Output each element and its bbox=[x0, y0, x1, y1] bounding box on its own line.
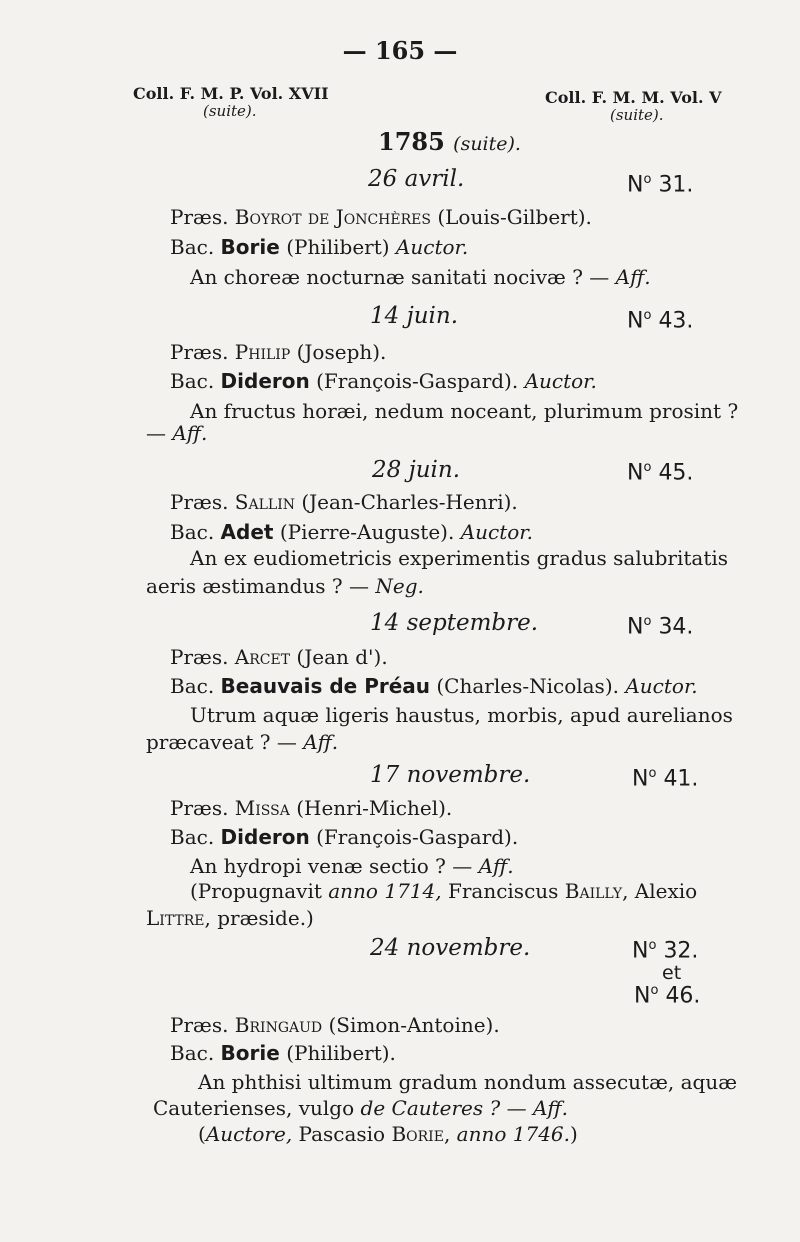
bachelor-line bbox=[170, 369, 597, 393]
bachelor-name: Dideron bbox=[220, 369, 310, 393]
text-fragment: (Charles-Nicolas). bbox=[436, 674, 619, 698]
text-fragment: (Pierre-Auguste). bbox=[279, 520, 455, 544]
text-fragment: (Jean d'). bbox=[296, 645, 388, 669]
text-fragment: Neg. bbox=[375, 574, 424, 598]
text-fragment: Præs. bbox=[170, 1013, 229, 1037]
bachelor-name: Dideron bbox=[220, 825, 310, 849]
text-fragment: Auctore, bbox=[205, 1122, 293, 1146]
note-name: Littre bbox=[146, 906, 205, 930]
text-fragment: Cauterienses, vulgo bbox=[153, 1096, 361, 1120]
praeses-line bbox=[170, 1013, 500, 1037]
question-line bbox=[146, 730, 338, 754]
entry-number bbox=[632, 938, 698, 963]
text-fragment: Auctor. bbox=[524, 369, 597, 393]
text-fragment: o bbox=[650, 983, 659, 998]
praeses-name: Boyrot de Jonchères bbox=[234, 205, 431, 229]
text-fragment: An hydropi venæ sectio ? — bbox=[190, 854, 479, 878]
left-collection-suite: (suite). bbox=[203, 102, 257, 120]
text-fragment: de Cauteres ? bbox=[360, 1096, 501, 1120]
left-collection: Coll. F. M. P. Vol. XVII bbox=[133, 84, 329, 103]
text-fragment: anno bbox=[328, 879, 378, 903]
praeses-line bbox=[170, 490, 518, 514]
text-fragment: , præside.) bbox=[204, 906, 314, 930]
praeses-line bbox=[170, 340, 386, 364]
entry-number bbox=[627, 460, 693, 485]
praeses-name: Missa bbox=[234, 796, 290, 820]
entry-et: et bbox=[662, 962, 682, 984]
praeses-line bbox=[170, 645, 388, 669]
text-fragment: 45. bbox=[658, 460, 694, 486]
entry-number bbox=[634, 983, 700, 1008]
text-fragment: Aff. bbox=[478, 854, 514, 878]
text-fragment: — bbox=[500, 1096, 533, 1120]
bachelor-line bbox=[170, 235, 468, 259]
text-fragment: 32. bbox=[663, 938, 699, 964]
entry-number bbox=[627, 172, 693, 197]
bachelor-name: Adet bbox=[220, 520, 274, 544]
text-fragment: Bac. bbox=[170, 235, 215, 259]
text-fragment: 1714, bbox=[384, 879, 442, 903]
text-fragment: (Joseph). bbox=[296, 340, 387, 364]
text-fragment: (François-Gaspard). bbox=[316, 825, 519, 849]
text-fragment: 1746. bbox=[512, 1122, 571, 1146]
entry-number bbox=[632, 766, 698, 791]
text-fragment: o bbox=[643, 308, 652, 323]
text-fragment: Præs. bbox=[170, 340, 229, 364]
text-fragment: — bbox=[146, 421, 173, 445]
praeses-name: Arcet bbox=[234, 645, 291, 669]
entry-date: 28 juin. bbox=[372, 457, 461, 483]
entry-date: 26 avril. bbox=[368, 166, 465, 192]
entry-date: 14 juin. bbox=[370, 303, 459, 329]
question-line bbox=[190, 854, 514, 878]
text-fragment: Præs. bbox=[170, 796, 229, 820]
text-fragment: 34. bbox=[658, 614, 694, 640]
text-fragment: (Propugnavit bbox=[190, 879, 329, 903]
text-fragment: 41. bbox=[663, 766, 699, 792]
text-fragment: Præs. bbox=[170, 205, 229, 229]
text-fragment: N bbox=[634, 983, 651, 1009]
text-fragment: (Simon-Antoine). bbox=[328, 1013, 500, 1037]
bachelor-line bbox=[170, 674, 698, 698]
entry-number bbox=[627, 308, 693, 333]
text-fragment: N bbox=[632, 766, 649, 792]
text-fragment: N bbox=[627, 460, 644, 486]
text-fragment: Bac. bbox=[170, 825, 215, 849]
text-fragment: Aff. bbox=[172, 421, 208, 445]
entry-number bbox=[627, 614, 693, 639]
text-fragment: Bac. bbox=[170, 520, 215, 544]
text-fragment: Auctor. bbox=[395, 235, 469, 259]
text-fragment: N bbox=[632, 938, 649, 964]
right-collection-suite: (suite). bbox=[610, 106, 664, 124]
year-heading bbox=[378, 127, 521, 156]
text-fragment: præcaveat ? — bbox=[146, 730, 304, 754]
text-fragment: An choreæ nocturnæ sanitati nocivæ ? — bbox=[190, 265, 616, 289]
bachelor-name: Borie bbox=[220, 235, 280, 259]
text-fragment: , Alexio bbox=[622, 879, 698, 903]
text-fragment: Aff. bbox=[303, 730, 339, 754]
text-fragment: o bbox=[648, 766, 657, 781]
text-fragment: o bbox=[643, 614, 652, 629]
entry-date: 24 novembre. bbox=[370, 935, 531, 961]
text-fragment: Auctor. bbox=[625, 674, 698, 698]
text-fragment: aeris æstimandus ? — bbox=[146, 574, 376, 598]
question-line bbox=[146, 574, 424, 598]
text-fragment: o bbox=[648, 938, 657, 953]
text-fragment: (Jean-Charles-Henri). bbox=[301, 490, 518, 514]
text-fragment: (Philibert) bbox=[286, 235, 390, 259]
text-fragment: Auctor. bbox=[460, 520, 534, 544]
year: 1785 bbox=[378, 127, 445, 156]
right-collection: Coll. F. M. M. Vol. V bbox=[545, 88, 722, 107]
note-line bbox=[190, 879, 697, 903]
text-fragment: Bac. bbox=[170, 369, 215, 393]
praeses-line bbox=[170, 205, 592, 229]
text-fragment: Pascasio bbox=[292, 1122, 392, 1146]
entry-date: 14 septembre. bbox=[370, 610, 539, 636]
bachelor-name: Borie bbox=[220, 1041, 280, 1065]
text-fragment: (François-Gaspard). bbox=[316, 369, 519, 393]
page-number: — 165 — bbox=[342, 36, 458, 65]
text-fragment: N bbox=[627, 614, 644, 640]
question-line: An fructus horæi, nedum noceant, plurimum prosint ? bbox=[190, 399, 739, 423]
note-name: Bailly bbox=[564, 879, 623, 903]
praeses-line bbox=[170, 796, 452, 820]
text-fragment: N bbox=[627, 308, 644, 334]
text-fragment: ) bbox=[570, 1122, 578, 1146]
text-fragment: 43. bbox=[658, 308, 694, 334]
bachelor-line bbox=[170, 520, 533, 544]
text-fragment: Bac. bbox=[170, 1041, 215, 1065]
text-fragment: 46. bbox=[665, 983, 701, 1009]
praeses-name: Sallin bbox=[234, 490, 295, 514]
note-line bbox=[146, 906, 314, 930]
question-line: An phthisi ultimum gradum nondum assecutæ, aquæ bbox=[198, 1070, 738, 1094]
text-fragment: Bac. bbox=[170, 674, 215, 698]
text-fragment: , bbox=[443, 1122, 457, 1146]
praeses-name: Philip bbox=[234, 340, 291, 364]
text-fragment: (Louis-Gilbert). bbox=[437, 205, 592, 229]
praeses-name: Bringaud bbox=[234, 1013, 323, 1037]
question-line: An ex eudiometricis experimentis gradus salubritatis bbox=[190, 546, 729, 570]
bachelor-line bbox=[170, 825, 518, 849]
text-fragment: Præs. bbox=[170, 490, 229, 514]
text-fragment: anno bbox=[456, 1122, 507, 1146]
bachelor-name: Beauvais de Préau bbox=[220, 674, 431, 698]
text-fragment: (Philibert). bbox=[286, 1041, 396, 1065]
year-suite: (suite). bbox=[453, 133, 521, 155]
question-line bbox=[153, 1096, 568, 1120]
bachelor-line bbox=[170, 1041, 396, 1065]
text-fragment: o bbox=[643, 172, 652, 187]
text-fragment: Aff. bbox=[532, 1096, 568, 1120]
entry-date: 17 novembre. bbox=[370, 762, 531, 788]
question-line: Utrum aquæ ligeris haustus, morbis, apud aurelianos bbox=[190, 703, 733, 727]
text-fragment: Franciscus bbox=[441, 879, 565, 903]
text-fragment: 31. bbox=[658, 172, 694, 198]
text-fragment: o bbox=[643, 460, 652, 475]
text-fragment: (Henri-Michel). bbox=[296, 796, 453, 820]
note-name: Borie bbox=[391, 1122, 444, 1146]
text-fragment: Aff. bbox=[615, 265, 651, 289]
text-fragment: Præs. bbox=[170, 645, 229, 669]
text-fragment: ( bbox=[198, 1122, 206, 1146]
text-fragment: N bbox=[627, 172, 644, 198]
question-line bbox=[146, 421, 207, 445]
question-line bbox=[190, 265, 651, 289]
note-line bbox=[198, 1122, 578, 1146]
